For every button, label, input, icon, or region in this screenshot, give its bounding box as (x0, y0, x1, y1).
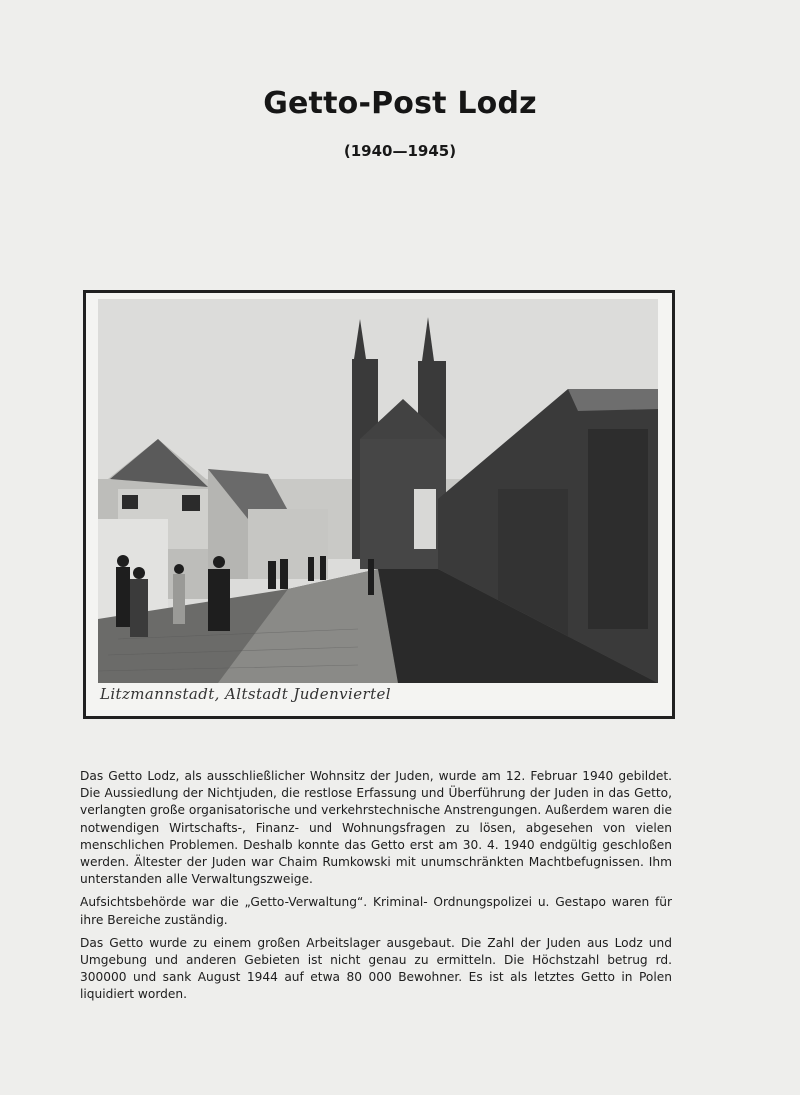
street-photo-image (98, 299, 658, 683)
page-title: Getto-Post Lodz (263, 86, 537, 121)
body-text (80, 768, 672, 1010)
page-subtitle: (1940—1945) (343, 142, 457, 160)
paragraph: Das Getto wurde zu einem großen Arbeitslager ausgebaut. Die Zahl der Juden aus Lodz und Umgebung und anderen Gebieten ist nicht genau zu ermitteln. Die Höchstzahl betrug rd. 300000 und sank August 1944 auf etwa 80 000 Bewohner. Es ist als letztes Getto in Polen liquidiert worden. (80, 935, 672, 1002)
street-photo (98, 299, 658, 683)
photo-frame (83, 290, 675, 719)
paragraph: Das Getto Lodz, als ausschließlicher Wohnsitz der Juden, wurde am 12. Februar 1940 gebildet. Die Aussiedlung der Nichtjuden, die restlose Erfassung und Überführung der Juden in das Getto, verlangten große organisatorische und verkehrstechnische Anstrengungen. Außerdem waren die notwendigen Wirtschafts-, Finanz- und Wohnungsfragen zu lösen, abgesehen von vielen menschlichen Problemen. Deshalb konnte das Getto erst am 30. 4. 1940 endgültig geschloßen werden. Ältester der Juden war Chaim Rumkowski mit unumschränkten Machtbefugnissen. Ihm unterstanden alle Verwaltungszweige. (80, 769, 672, 887)
paragraph: Aufsichtsbehörde war die „Getto-Verwaltung“. Kriminal- Ordnungspolizei u. Gestapo waren für ihre Bereiche zuständig. (80, 895, 672, 927)
photo-caption: Litzmannstadt, Altstadt Judenviertel (100, 685, 391, 703)
